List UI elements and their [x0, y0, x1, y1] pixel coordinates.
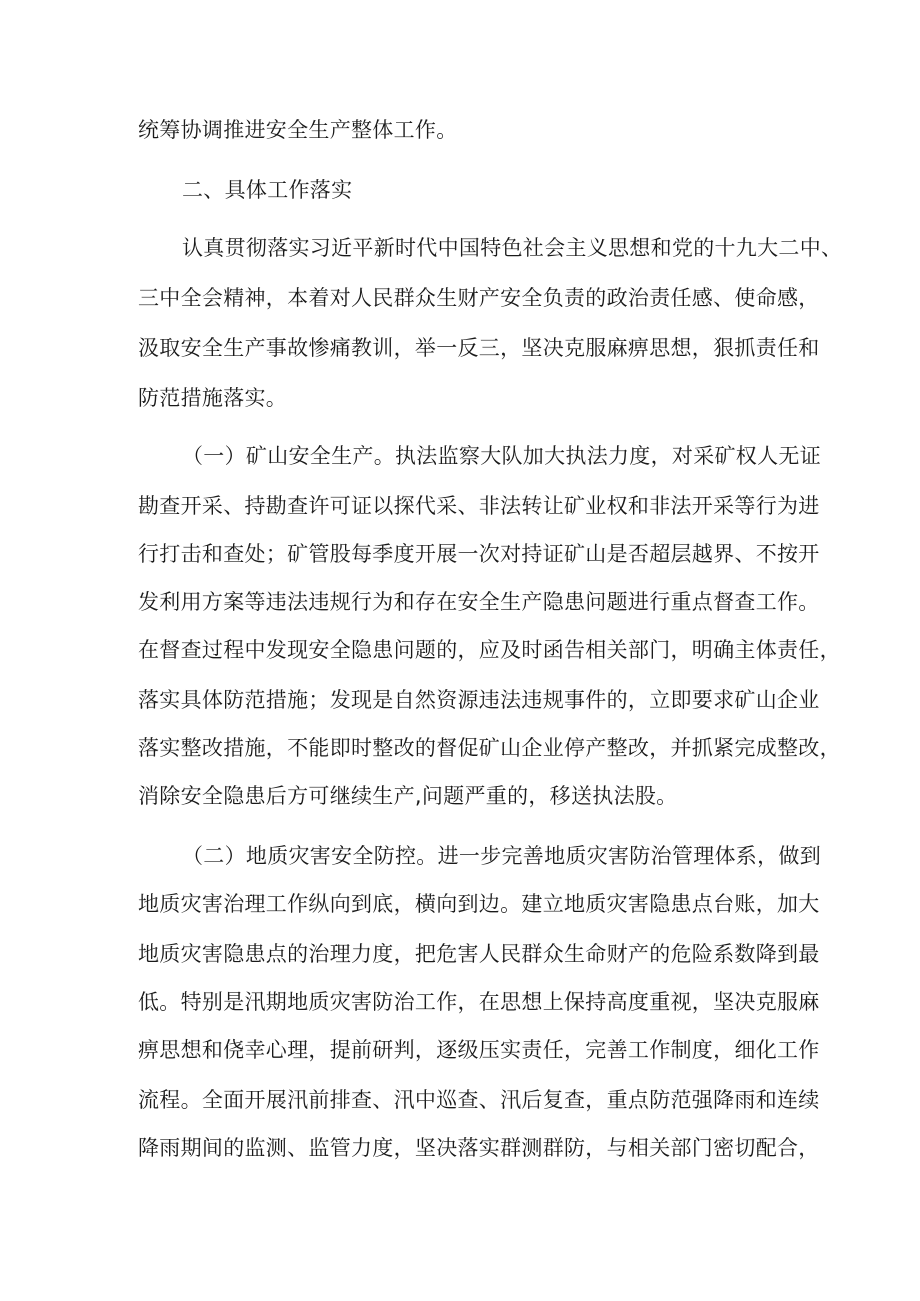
text-line-21: 降雨期间的监测、监管力度，坚决落实群测群防，与相关部门密切配合， [138, 1136, 820, 1160]
text-line-20: 流程。全面开展汛前排查、汛中巡查、汛后复查，重点防范强降雨和连续 [138, 1088, 820, 1112]
text-line-6: 防范措施落实。 [138, 386, 288, 410]
text-line-17: 地质灾害隐患点的治理力度，把危害人民群众生命财产的危险系数降到最 [138, 942, 820, 966]
text-line-5: 汲取安全生产事故惨痛教训，举一反三，坚决克服麻痹思想，狠抓责任和 [138, 336, 820, 360]
text-line-19: 痹思想和侥幸心理，提前研判，逐级压实责任，完善工作制度，细化工作 [138, 1038, 820, 1062]
text-line-7: （一）矿山安全生产。执法监察大队加大执法力度，对采矿权人无证 [182, 444, 821, 468]
text-line-12: 落实具体防范措施；发现是自然资源违法违规事件的，立即要求矿山企业 [138, 688, 820, 712]
text-line-18: 低。特别是汛期地质灾害防治工作，在思想上保持高度重视，坚决克服麻 [138, 990, 820, 1014]
text-line-8: 勘查开采、持勘查许可证以探代采、非法转让矿业权和非法开采等行为进 [138, 494, 820, 518]
text-line-13: 落实整改措施，不能即时整改的督促矿山企业停产整改，并抓紧完成整改， [138, 736, 841, 760]
text-line-3: 认真贯彻落实习近平新时代中国特色社会主义思想和党的十九大二中、 [182, 236, 843, 260]
text-line-9: 行打击和查处；矿管股每季度开展一次对持证矿山是否超层越界、不按开 [138, 542, 820, 566]
text-line-4: 三中全会精神，本着对人民群众生财产安全负责的政治责任感、使命感， [138, 286, 820, 310]
text-line-10: 发利用方案等违法违规行为和存在安全生产隐患问题进行重点督查工作。 [138, 590, 820, 614]
text-line-1: 统筹协调推进安全生产整体工作。 [138, 118, 458, 142]
text-line-14: 消除安全隐患后方可继续生产,问题严重的，移送执法股。 [138, 784, 678, 808]
text-line-15: （二）地质灾害安全防控。进一步完善地质灾害防治管理体系，做到 [182, 844, 821, 868]
text-line-16: 地质灾害治理工作纵向到底，横向到边。建立地质灾害隐患点台账，加大 [138, 892, 820, 916]
section-heading-2: 二、具体工作落实 [182, 178, 353, 202]
text-line-11: 在督查过程中发现安全隐患问题的，应及时函告相关部门，明确主体责任， [138, 638, 841, 662]
